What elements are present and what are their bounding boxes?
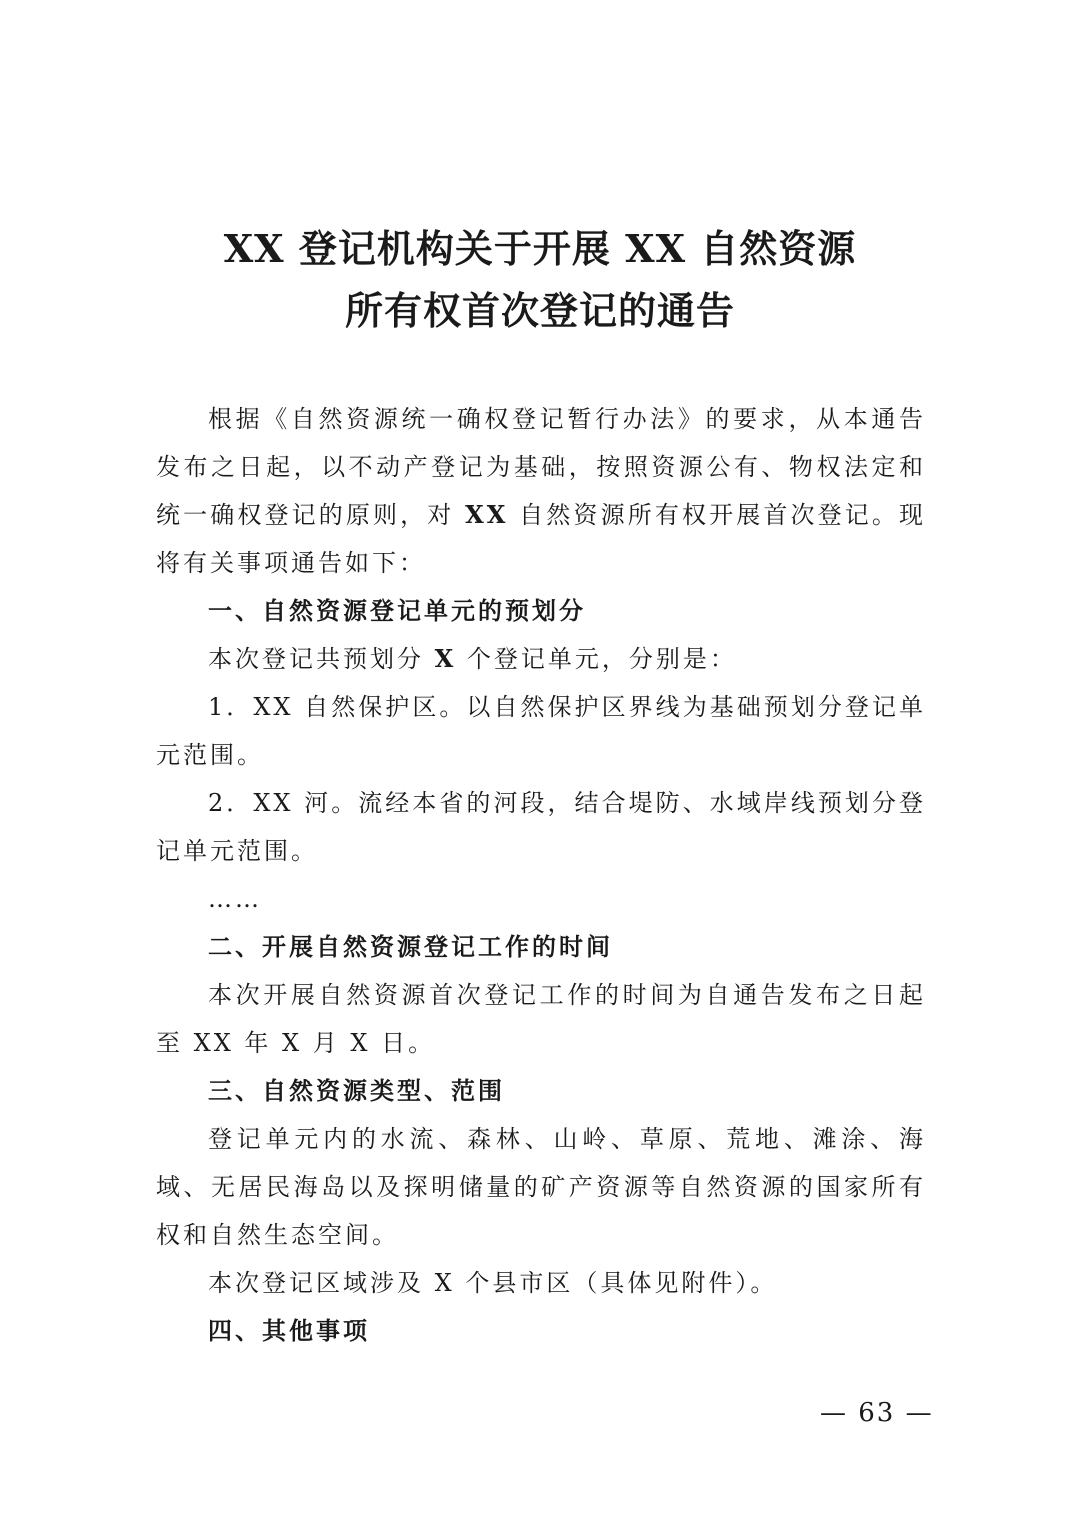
section-2-text: 本次开展自然资源首次登记工作的时间为自通告发布之日起至 XX 年 X 月 X 日。 (156, 981, 926, 1057)
intro-paragraph: 根据《自然资源统一确权登记暂行办法》的要求，从本通告发布之日起，以不动产登记为基础，按照资源公有、物权法定和统一确权登记的原则，对 XX 自然资源所有权开展首次登记。现将有关事项通告如下： (156, 405, 926, 577)
section-3-text-1: 登记单元内的水流、森林、山岭、草原、荒地、滩涂、海域、无居民海岛以及探明储量的矿产资源等自然资源的国家所有权和自然生态空间。 (156, 1125, 926, 1249)
section-1-item-2: 2．XX 河。流经本省的河段，结合堤防、水域岸线预划分登记单元范围。 (156, 789, 926, 865)
page-number: — 63 — (820, 1398, 934, 1428)
section-4-heading: 四、其他事项 (208, 1316, 370, 1345)
document-body (156, 395, 926, 1355)
section-1-item-1: 1．XX 自然保护区。以自然保护区界线为基础预划分登记单元范围。 (156, 693, 926, 769)
document-title (0, 218, 1080, 342)
section-1-count: 本次登记共预划分 X 个登记单元，分别是： (208, 644, 737, 673)
section-3-text-2: 本次登记区域涉及 X 个县市区（具体见附件）。 (208, 1269, 778, 1297)
title-line-1: XX 登记机构关于开展 XX 自然资源 (223, 226, 857, 271)
section-1-heading: 一、自然资源登记单元的预划分 (208, 596, 586, 625)
section-2-heading: 二、开展自然资源登记工作的时间 (208, 932, 613, 961)
section-1-ellipsis: …… (208, 885, 262, 913)
title-line-2: 所有权首次登记的通告 (344, 288, 735, 333)
section-3-heading: 三、自然资源类型、范围 (208, 1076, 505, 1105)
